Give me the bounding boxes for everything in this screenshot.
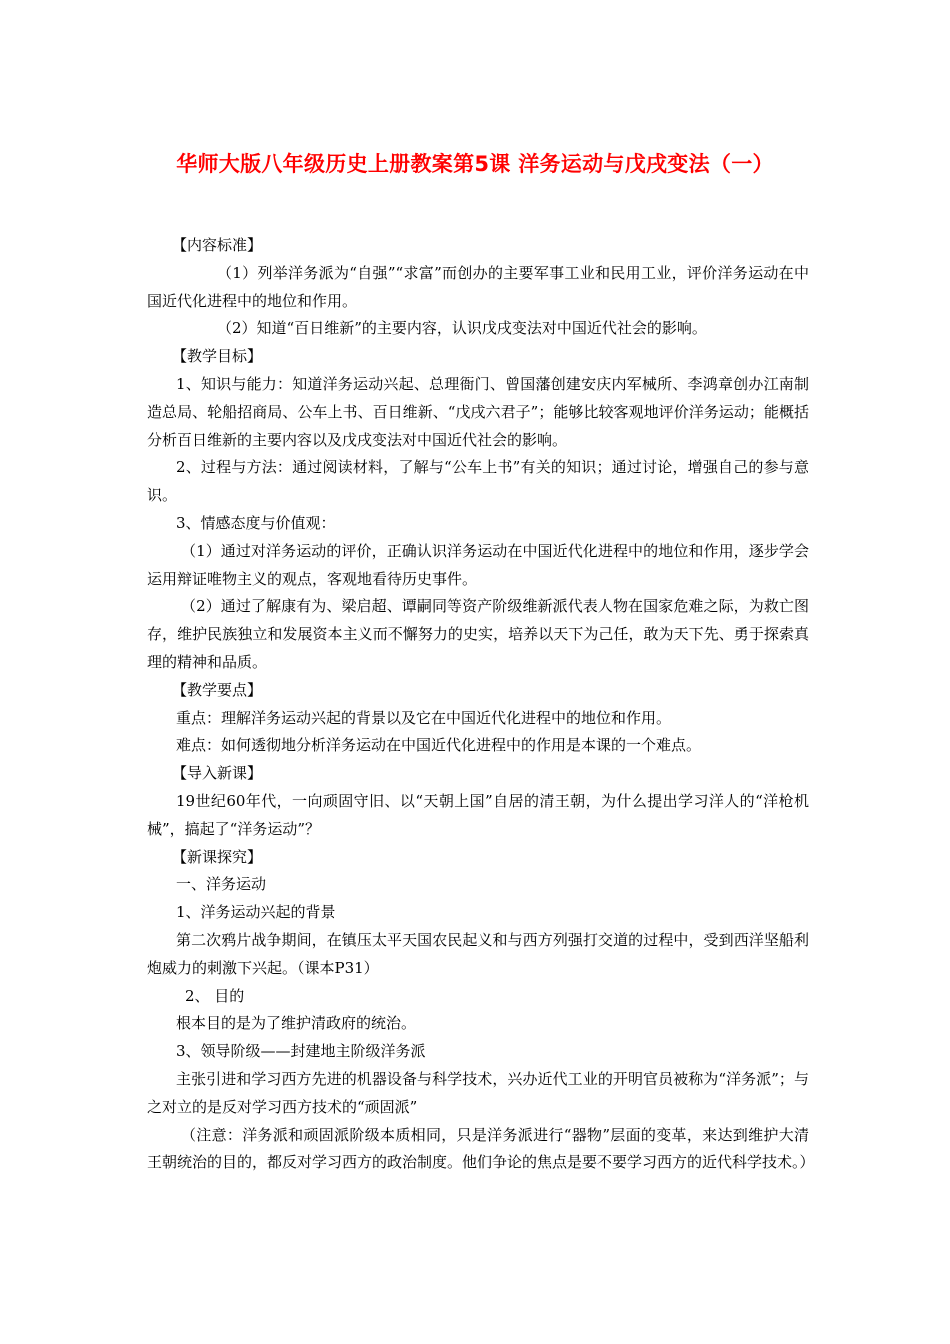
paragraph: 主张引进和学习西方先进的机器设备与科学技术，兴办近代工业的开明官员被称为“洋务派”；与之对立的是反对学习西方技术的“顽固派” [147, 1069, 809, 1116]
section-heading-new-lesson: 【新课探究】 [172, 847, 263, 866]
paragraph: （1）列举洋务派为“自强”“求富”而创办的主要军事工业和民用工业，评价洋务运动在中国近代化进程中的地位和作用。 [147, 263, 809, 310]
section-heading-content-standard: 【内容标准】 [172, 236, 263, 254]
subheading: 3、领导阶级——封建地主阶级洋务派 [176, 1042, 426, 1061]
paragraph: 3、情感态度与价值观： [176, 513, 336, 532]
section-heading-teaching-goals: 【教学目标】 [172, 347, 263, 366]
paragraph: 19世纪60年代，一向顽固守旧、以“天朝上国”自居的清王朝，为什么提出学习洋人的“洋枪机械”，搞起了“洋务运动”？ [147, 791, 809, 838]
section-heading-intro: 【导入新课】 [172, 764, 263, 783]
paragraph: 2、过程与方法：通过阅读材料，了解与“公车上书”有关的知识；通过讨论，增强自己的参与意识。 [147, 458, 809, 505]
paragraph: 根本目的是为了维护清政府的统治。 [176, 1014, 417, 1033]
paragraph: （2）知道“百日维新”的主要内容，认识戊戌变法对中国近代社会的影响。 [217, 319, 707, 338]
subheading: 1、洋务运动兴起的背景 [176, 903, 336, 922]
paragraph: （2）通过了解康有为、梁启超、谭嗣同等资产阶级维新派代表人物在国家危难之际，为救亡图存，维护民族独立和发展资本主义而不懈努力的史实，培养以天下为己任，敢为天下先、勇于探索真理的精神和品质。 [147, 597, 809, 671]
paragraph: 第二次鸦片战争期间，在镇压太平天国农民起义和与西方列强打交道的过程中，受到西洋坚船利炮威力的刺激下兴起。（课本P31） [147, 930, 809, 977]
subheading: 2、 目的 [185, 986, 245, 1005]
document-title: 华师大版八年级历史上册教案第5课 洋务运动与戊戌变法（一） [176, 152, 774, 176]
paragraph: （1）通过对洋务运动的评价，正确认识洋务运动在中国近代化进程中的地位和作用，逐步学会运用辩证唯物主义的观点，客观地看待历史事件。 [147, 541, 809, 588]
paragraph: 重点：理解洋务运动兴起的背景以及它在中国近代化进程中的地位和作用。 [176, 708, 672, 727]
paragraph: 难点：如何透彻地分析洋务运动在中国近代化进程中的作用是本课的一个难点。 [176, 736, 702, 755]
subheading: 一、洋务运动 [176, 875, 267, 894]
paragraph: 1、知识与能力：知道洋务运动兴起、总理衙门、曾国藩创建安庆内军械所、李鸿章创办江南制造总局、轮船招商局、公车上书、百日维新、“戊戌六君子”；能够比较客观地评价洋务运动；能概括分析百日维新的主要内容以及戊戌变法对中国近代社会的影响。 [147, 374, 809, 449]
paragraph: （注意：洋务派和顽固派阶级本质相同，只是洋务派进行“器物”层面的变革，来达到维护大清王朝统治的目的，都反对学习西方的政治制度。他们争论的焦点是要不要学习西方的近代科学技术。） [147, 1125, 815, 1172]
document-body [147, 232, 815, 1177]
section-heading-key-points: 【教学要点】 [172, 680, 263, 699]
